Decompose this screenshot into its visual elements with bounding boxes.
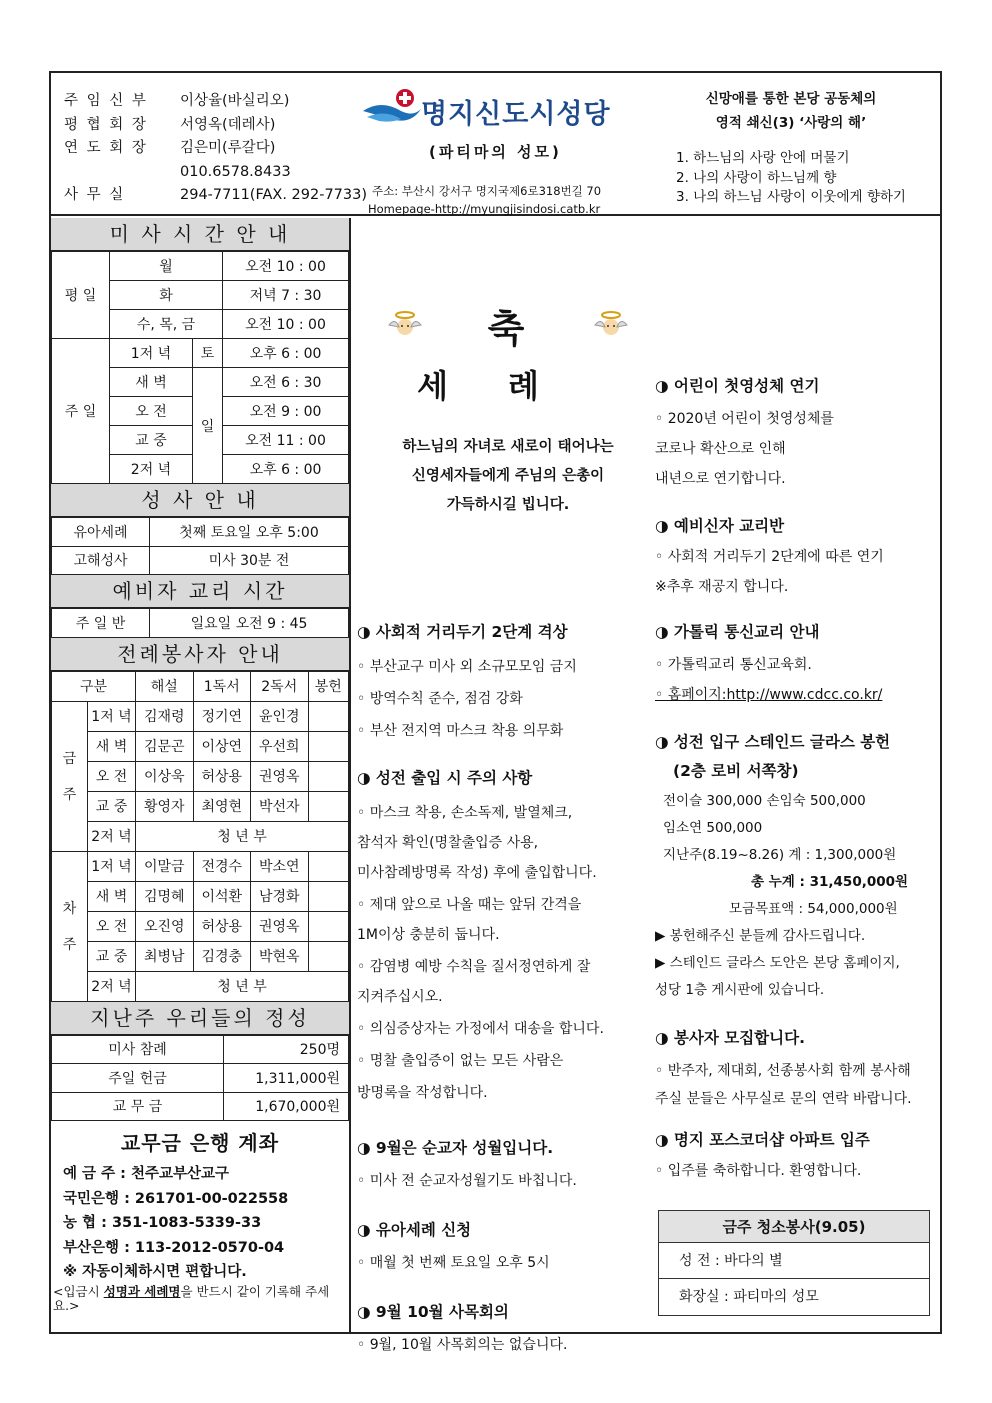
server-name: 전경수 — [193, 851, 251, 881]
notice-line: ◦ 반주자, 제대회, 선종봉사회 함께 봉사해 — [655, 1063, 911, 1079]
bank-line: 농 협 : 351-1083-5339-33 — [63, 1215, 262, 1231]
mass-day: 수, 목, 금 — [110, 310, 223, 339]
staff-value: 서영옥(데레사) — [180, 116, 276, 133]
cleaning-row: 화장실 : 파티마의 성모 — [679, 1289, 819, 1305]
staff-label — [64, 161, 180, 185]
parish-logo-icon — [361, 87, 423, 127]
server-name: 우선희 — [251, 731, 309, 761]
notice-line: ◦ 의심증상자는 가정에서 대송을 합니다. — [357, 1021, 604, 1037]
parish-name: 명지신도시성당 — [421, 99, 611, 130]
weekday-label: 평 일 — [52, 252, 110, 339]
server-name: 권영옥 — [251, 761, 309, 791]
server-name: 남경화 — [251, 881, 309, 911]
mass-day: 월 — [110, 252, 223, 281]
notice-line: 성당 1층 게시판에 있습니다. — [655, 982, 825, 998]
bank-note-text: 을 반드시 같이 기록해 주세요.> — [53, 1283, 330, 1313]
header — [51, 73, 940, 216]
notice-heading: ◑ 가톨릭 통신교리 안내 — [655, 620, 819, 642]
slogan-subtitle: 영적 쇄신(3) ‘사랑의 해’ — [715, 115, 867, 131]
notice-line: ▶ 스테인드 글라스 도안은 본당 홈페이지, — [655, 955, 900, 971]
notice-heading: ◑ 성전 출입 시 주의 사항 — [357, 766, 532, 788]
notice-line: ◦ 9월, 10월 사목회의는 없습니다. — [357, 1337, 568, 1353]
notice-line: ◦ 매월 첫 번째 토요일 오후 5시 — [357, 1255, 550, 1271]
server-name: 박소연 — [251, 851, 309, 881]
celebration-message — [373, 433, 643, 520]
server-mass: 교 중 — [88, 941, 136, 971]
servers-header: 해설 — [136, 671, 194, 701]
server-name: 이말금 — [136, 851, 194, 881]
server-name: 김명혜 — [136, 881, 194, 911]
server-mass: 새 벽 — [88, 731, 136, 761]
mass-time: 오전 6 : 30 — [223, 368, 349, 397]
staff-label: 연 도 회 장 — [64, 140, 148, 156]
bank-note-bold: 성명과 세례명 — [103, 1283, 181, 1299]
server-name — [308, 941, 349, 971]
mass-time: 저녁 7 : 30 — [223, 281, 349, 310]
server-mass: 2저 녁 — [88, 821, 136, 851]
sacrament-name: 유아세례 — [52, 518, 150, 547]
mass-time: 오전 9 : 00 — [223, 397, 349, 426]
bulletin-page — [49, 71, 942, 1353]
staff-label: 사 무 실 — [64, 187, 126, 203]
sacrament-title: 성 사 안 내 — [51, 484, 349, 517]
notice-line: ◦ 감염병 예방 수칙을 질서정연하게 잘 — [357, 959, 591, 975]
notice-line: ◦ 마스크 착용, 손소독제, 발열체크, — [357, 805, 573, 821]
parish-patron: (파티마의 성모) — [429, 143, 562, 161]
parish-address: 주소: 부산시 강서구 명지국제6로318번길 70 — [372, 184, 602, 198]
notice-line: ◦ 제대 앞으로 나올 때는 앞뒤 간격을 — [357, 897, 582, 913]
angel-icon — [385, 309, 425, 343]
server-mass: 오 전 — [88, 911, 136, 941]
server-name — [308, 761, 349, 791]
notice-line: ◦ 2020년 어린이 첫영성체를 — [655, 411, 834, 427]
server-name — [308, 851, 349, 881]
target-amount: 모금목표액 : 54,000,000원 — [729, 901, 898, 917]
bank-line: 예 금 주 : 천주교부산교구 — [63, 1166, 230, 1182]
mass-name: 오 전 — [110, 397, 193, 426]
server-name: 이상욱 — [136, 761, 194, 791]
notice-heading: ◑ 어린이 첫영성체 연기 — [655, 374, 819, 396]
server-name: 이상연 — [193, 731, 251, 761]
notice-heading: ◑ 9월 10월 사목회의 — [357, 1300, 509, 1322]
notice-line: ◦ 입주를 축하합니다. 환영합니다. — [655, 1163, 862, 1179]
server-name — [308, 911, 349, 941]
notice-line: ※추후 재공지 합니다. — [655, 579, 789, 595]
server-name — [308, 881, 349, 911]
cleaning-row: 성 전 : 바다의 별 — [659, 1243, 929, 1279]
bank-note — [51, 1285, 349, 1313]
offering-label: 교 무 금 — [52, 1092, 224, 1121]
sunday-label: 주 일 — [52, 339, 110, 484]
sacrament-time: 첫째 토요일 오후 5:00 — [150, 518, 349, 547]
mass-time: 오전 10 : 00 — [223, 310, 349, 339]
cleaning-box — [658, 1210, 930, 1316]
grand-total: 총 누계 : 31,450,000원 — [751, 874, 909, 890]
sunday-day-label: 일 — [193, 368, 223, 484]
mass-name: 2저 녁 — [110, 455, 193, 484]
baptism-title: 세례 — [417, 367, 599, 405]
notice-line: ◦ 가톨릭교리 통신교육회. — [655, 657, 812, 673]
office-phone: 294-7711(FAX. 292-7733) — [180, 187, 368, 203]
mass-name: 새 벽 — [110, 368, 193, 397]
notice-heading: ◑ 유아세례 신청 — [357, 1218, 471, 1240]
mass-schedule-table — [51, 251, 349, 484]
mass-name: 교 중 — [110, 426, 193, 455]
notice-line: ◦ 방역수칙 준수, 점검 강화 — [357, 691, 523, 707]
bank-line: ※ 자동이체하시면 편합니다. — [63, 1264, 247, 1280]
message-line: 하느님의 자녀로 새로이 태어나는 — [402, 439, 614, 455]
server-name: 박선자 — [251, 791, 309, 821]
servers-header: 봉헌 — [308, 671, 349, 701]
parish-homepage-link[interactable]: Homepage-http://myungjisindosi.catb.kr — [368, 202, 601, 216]
server-name: 이석환 — [193, 881, 251, 911]
server-mass: 2저 녁 — [88, 971, 136, 1001]
mass-time: 오후 6 : 00 — [223, 339, 349, 368]
notice-heading: ◑ 9월은 순교자 성월입니다. — [357, 1136, 553, 1158]
offering-table — [51, 1035, 349, 1122]
mass-time: 오전 11 : 00 — [223, 426, 349, 455]
notice-heading: ◑ 명지 포스코더샵 아파트 입주 — [655, 1128, 870, 1150]
offering-label: 미사 참례 — [52, 1035, 224, 1064]
message-line: 신영세자들에게 주님의 은총이 — [411, 468, 605, 484]
youth-group: 청 년 부 — [136, 971, 349, 1001]
sacrament-table — [51, 517, 349, 575]
staff-value: 이상율(바실리오) — [180, 93, 290, 109]
left-column — [51, 218, 351, 1334]
notice-line: 지켜주십시오. — [357, 989, 443, 1005]
message-line: 가득하시길 빕니다. — [446, 497, 570, 513]
bank-accounts — [51, 1156, 349, 1285]
notice-line: ◦ 부산 전지역 마스크 착용 의무화 — [357, 723, 564, 739]
donor-line: 임소연 500,000 — [663, 820, 763, 836]
this-week-label: 금 주 — [52, 701, 88, 851]
servers-header: 2독서 — [251, 671, 309, 701]
notice-line: 방명록을 작성합니다. — [357, 1085, 488, 1101]
notice-heading: ◑ 봉사자 모집합니다. — [655, 1026, 805, 1048]
servers-header: 1독서 — [193, 671, 251, 701]
angel-icon — [591, 309, 631, 343]
weekly-total: 지난주(8.19~8.26) 계 : 1,300,000원 — [663, 847, 897, 863]
servers-title: 전례봉사자 안내 — [51, 638, 349, 671]
server-name — [308, 791, 349, 821]
slogan-item: 1. 하느님의 사랑 안에 머물기 — [676, 150, 850, 166]
slogan-title: 신망애를 통한 본당 공동체의 — [705, 91, 877, 107]
server-name: 오진영 — [136, 911, 194, 941]
content-area — [353, 218, 940, 1353]
server-name: 허상용 — [193, 761, 251, 791]
staff-list — [64, 90, 367, 208]
mass-time: 오후 6 : 00 — [223, 455, 349, 484]
cleaning-title: 금주 청소봉사(9.05) — [659, 1211, 929, 1243]
celebration-char: 축 — [487, 307, 529, 351]
notice-line: ◦ 부산교구 미사 외 소규모모임 금지 — [357, 659, 577, 675]
notice-heading: ◑ 사회적 거리두기 2단계 격상 — [357, 620, 568, 642]
server-name: 김재령 — [136, 701, 194, 731]
slogan-item: 2. 나의 사랑이 하느님께 향 — [676, 169, 837, 186]
offering-value: 1,311,000원 — [224, 1064, 349, 1093]
slogan-item: 3. 나의 하느님 사랑이 이웃에게 향하기 — [676, 189, 906, 205]
sacrament-name: 고해성사 — [52, 546, 150, 575]
next-week-label: 차 주 — [52, 851, 88, 1001]
server-name: 최영현 — [193, 791, 251, 821]
notice-line: 코로나 확산으로 인해 — [655, 441, 786, 457]
notice-line: ◦ 미사 전 순교자성월기도 바칩니다. — [357, 1173, 577, 1189]
notice-line: ◦ 사회적 거리두기 2단계에 따른 연기 — [655, 549, 884, 565]
server-name — [308, 701, 349, 731]
bank-note-text: <입금시 — [53, 1283, 104, 1299]
notice-line: 1M이상 충분히 둡니다. — [357, 927, 500, 943]
server-mass: 1저 녁 — [88, 701, 136, 731]
notice-line: ◦ 명찰 출입증이 없는 모든 사람은 — [357, 1053, 564, 1069]
server-mass: 1저 녁 — [88, 851, 136, 881]
server-mass: 오 전 — [88, 761, 136, 791]
saturday-label: 토 — [193, 339, 223, 368]
donor-line: 전이슬 300,000 손임숙 500,000 — [663, 793, 866, 809]
offering-title: 지난주 우리들의 정성 — [51, 1002, 349, 1035]
bank-line: 국민은행 : 261701-00-022558 — [63, 1190, 289, 1207]
sacrament-time: 미사 30분 전 — [150, 546, 349, 575]
server-mass: 교 중 — [88, 791, 136, 821]
server-name: 정기연 — [193, 701, 251, 731]
server-name: 김문곤 — [136, 731, 194, 761]
server-name: 김경충 — [193, 941, 251, 971]
notice-line: 참석자 확인(명찰출입증 사용, — [357, 835, 539, 851]
server-name: 최병남 — [136, 941, 194, 971]
staff-label: 평 협 회 장 — [64, 116, 148, 133]
notice-line: 내년으로 연기합니다. — [655, 471, 786, 487]
offering-value: 250명 — [224, 1035, 349, 1064]
server-mass: 새 벽 — [88, 881, 136, 911]
notice-line: ▶ 봉헌해주신 분들께 감사드립니다. — [655, 928, 866, 944]
servers-header: 구분 — [52, 671, 136, 701]
notice-subheading: (2층 로비 서쪽창) — [673, 762, 799, 780]
offering-label: 주일 헌금 — [52, 1064, 224, 1093]
mass-time: 오전 10 : 00 — [223, 252, 349, 281]
catechism-link[interactable]: ◦ 홈페이지:http://www.cdcc.co.kr/ — [655, 687, 883, 703]
offering-value: 1,670,000원 — [224, 1092, 349, 1121]
baptism-celebration — [373, 298, 643, 520]
catechumen-class: 주 일 반 — [52, 609, 150, 638]
catechumen-time: 일요일 오전 9 : 45 — [150, 609, 349, 638]
catechumen-title: 예비자 교리 시간 — [51, 575, 349, 608]
youth-group: 청 년 부 — [136, 821, 349, 851]
notice-line: 미사참례방명록 작성) 후에 출입합니다. — [357, 865, 597, 881]
mass-schedule-title: 미 사 시 간 안 내 — [51, 218, 349, 251]
server-name: 박현옥 — [251, 941, 309, 971]
notice-line: 주실 분들은 사무실로 문의 연락 바랍니다. — [655, 1091, 912, 1107]
catechumen-table — [51, 608, 349, 638]
staff-value: 김은미(루갈다) — [180, 140, 276, 156]
server-name — [308, 731, 349, 761]
notice-heading: ◑ 성전 입구 스테인드 글라스 봉헌 — [655, 730, 890, 752]
bank-title: 교무금 은행 계좌 — [120, 1131, 280, 1155]
parish-logo-area — [357, 83, 647, 216]
mass-day: 화 — [110, 281, 223, 310]
staff-phone: 010.6578.8433 — [180, 163, 291, 180]
server-name: 권영옥 — [251, 911, 309, 941]
server-name: 윤인경 — [251, 701, 309, 731]
servers-table — [51, 671, 349, 1002]
bank-line: 부산은행 : 113-2012-0570-04 — [63, 1239, 285, 1256]
server-name: 허상용 — [193, 911, 251, 941]
staff-label: 주 임 신 부 — [64, 93, 148, 109]
notice-heading: ◑ 예비신자 교리반 — [655, 514, 784, 536]
slogan — [651, 87, 931, 208]
mass-name: 1저 녁 — [110, 339, 193, 368]
server-name: 황영자 — [136, 791, 194, 821]
